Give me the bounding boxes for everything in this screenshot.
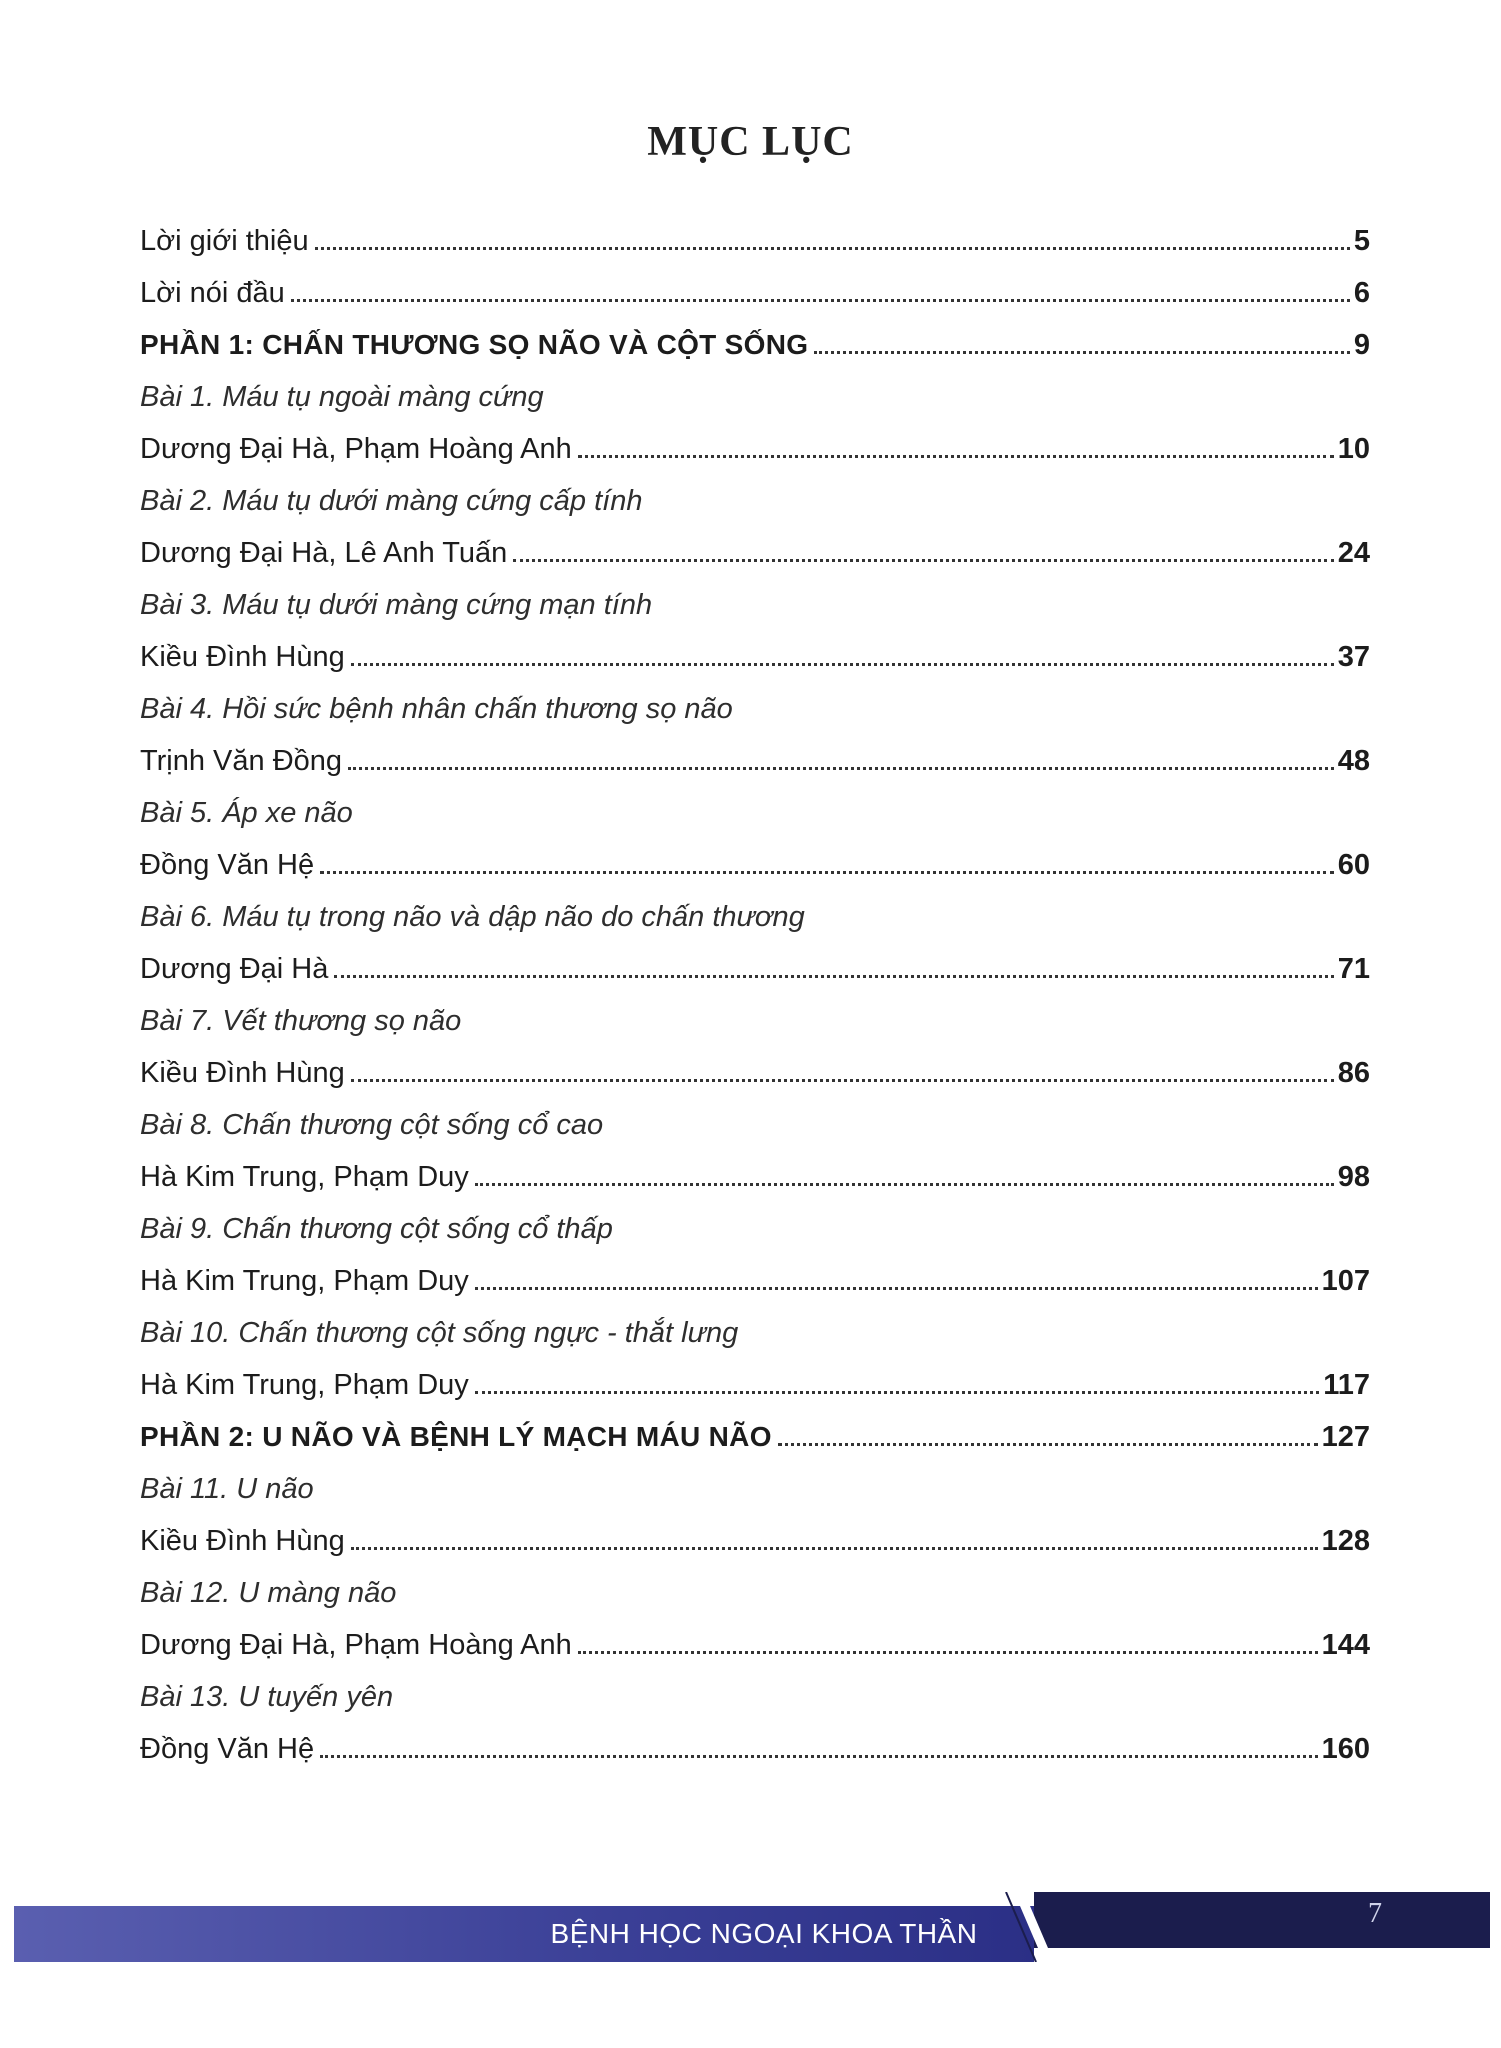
toc-page-number: 10 — [1337, 433, 1370, 465]
dot-leader — [334, 975, 1333, 978]
toc-chapter-title: Bài 13. U tuyến yên — [140, 1681, 394, 1713]
toc-chapter-title: Bài 6. Máu tụ trong não và dập não do chấn thương — [140, 901, 805, 933]
toc-author-label: Kiều Đình Hùng — [140, 1057, 345, 1089]
toc-page-number: 117 — [1323, 1369, 1370, 1401]
toc-author-label: Trịnh Văn Đồng — [140, 745, 343, 777]
dot-leader — [578, 455, 1334, 458]
toc-chapter-title: Bài 8. Chấn thương cột sống cổ cao — [140, 1109, 604, 1141]
dot-leader — [475, 1287, 1318, 1290]
toc-page-number: 48 — [1337, 745, 1370, 777]
dot-leader — [513, 559, 1333, 562]
toc-entry-row — [140, 1151, 1370, 1203]
page-footer — [14, 1892, 1490, 1989]
toc-page-number: 9 — [1353, 329, 1370, 361]
toc-entry-row — [140, 267, 1370, 319]
toc-chapter-title: Bài 12. U màng não — [140, 1577, 397, 1609]
toc-author-label: Hà Kim Trung, Phạm Duy — [140, 1161, 469, 1193]
toc-chapter-title: Bài 3. Máu tụ dưới màng cứng mạn tính — [140, 589, 653, 621]
toc-entry-row — [140, 839, 1370, 891]
toc-author-label: Dương Đại Hà, Phạm Hoàng Anh — [140, 1629, 572, 1661]
dot-leader — [315, 247, 1350, 250]
toc-page-number: 86 — [1337, 1057, 1370, 1089]
dot-leader — [348, 767, 1334, 770]
toc-page-number: 128 — [1321, 1525, 1370, 1557]
toc-author-label: Kiều Đình Hùng — [140, 1525, 345, 1557]
toc-page-number: 144 — [1321, 1629, 1370, 1661]
toc-entry-row — [140, 1359, 1370, 1411]
dot-leader — [475, 1391, 1319, 1394]
toc-author-label: Dương Đại Hà — [140, 953, 329, 985]
toc-entry-row — [140, 631, 1370, 683]
dot-leader — [814, 351, 1350, 354]
toc-page-number: 5 — [1353, 225, 1370, 257]
dot-leader — [351, 663, 1334, 666]
toc-chapter-title: Bài 10. Chấn thương cột sống ngực - thắt lưng — [140, 1317, 739, 1349]
dot-leader — [778, 1443, 1318, 1446]
toc-entry-row — [140, 423, 1370, 475]
toc-page-number: 160 — [1321, 1733, 1370, 1765]
toc-author-label: Dương Đại Hà, Lê Anh Tuấn — [140, 537, 508, 569]
toc-chapter-title: Bài 9. Chấn thương cột sống cổ thấp — [140, 1213, 613, 1245]
toc-part-row — [140, 319, 1370, 371]
toc-chapter-title: Bài 1. Máu tụ ngoài màng cứng — [140, 381, 544, 413]
table-of-contents — [140, 215, 1370, 1775]
toc-page-number: 127 — [1321, 1421, 1370, 1453]
toc-part-row — [140, 1411, 1370, 1463]
page-number: 7 — [1368, 1898, 1382, 1929]
footer-book-title: BỆNH HỌC NGOẠI KHOA THẦN KINH — [550, 1918, 978, 1989]
toc-page-number: 60 — [1337, 849, 1370, 881]
toc-author-label: Kiều Đình Hùng — [140, 641, 345, 673]
toc-entry-row — [140, 735, 1370, 787]
dot-leader — [320, 1755, 1317, 1758]
dot-leader — [351, 1079, 1334, 1082]
toc-chapter-title: Bài 11. U não — [140, 1473, 314, 1505]
toc-page-number: 6 — [1353, 277, 1370, 309]
toc-page-number: 71 — [1337, 953, 1370, 985]
toc-author-label: Hà Kim Trung, Phạm Duy — [140, 1369, 469, 1401]
toc-entry-row — [140, 215, 1370, 267]
dot-leader — [291, 299, 1350, 302]
toc-page-number: 107 — [1321, 1265, 1370, 1297]
toc-entry-label: Lời giới thiệu — [140, 225, 309, 257]
toc-page-number: 37 — [1337, 641, 1370, 673]
page-title: MỤC LỤC — [647, 119, 854, 165]
toc-entry-row — [140, 527, 1370, 579]
toc-entry-row — [140, 1047, 1370, 1099]
toc-entry-row — [140, 1515, 1370, 1567]
dot-leader — [475, 1183, 1334, 1186]
toc-page-number: 24 — [1337, 537, 1370, 569]
toc-page-number: 98 — [1337, 1161, 1370, 1193]
toc-entry-label: PHẦN 1: CHẤN THƯƠNG SỌ NÃO VÀ CỘT SỐNG — [140, 329, 809, 360]
toc-entry-row — [140, 1255, 1370, 1307]
toc-author-label: Hà Kim Trung, Phạm Duy — [140, 1265, 469, 1297]
toc-entry-label: PHẦN 2: U NÃO VÀ BỆNH LÝ MẠCH MÁU NÃO — [140, 1421, 772, 1452]
dot-leader — [351, 1547, 1318, 1550]
toc-chapter-title: Bài 7. Vết thương sọ não — [140, 1005, 462, 1037]
dot-leader — [320, 871, 1334, 874]
toc-entry-row — [140, 943, 1370, 995]
toc-author-label: Đồng Văn Hệ — [140, 1733, 315, 1765]
toc-entry-row — [140, 1723, 1370, 1775]
toc-entry-label: Lời nói đầu — [140, 277, 285, 309]
toc-chapter-title: Bài 4. Hồi sức bệnh nhân chấn thương sọ não — [140, 693, 733, 725]
toc-entry-row — [140, 1619, 1370, 1671]
toc-chapter-title: Bài 5. Áp xe não — [140, 797, 353, 829]
toc-chapter-title: Bài 2. Máu tụ dưới màng cứng cấp tính — [140, 485, 643, 517]
dot-leader — [578, 1651, 1318, 1654]
toc-author-label: Dương Đại Hà, Phạm Hoàng Anh — [140, 433, 572, 465]
toc-author-label: Đồng Văn Hệ — [140, 849, 315, 881]
